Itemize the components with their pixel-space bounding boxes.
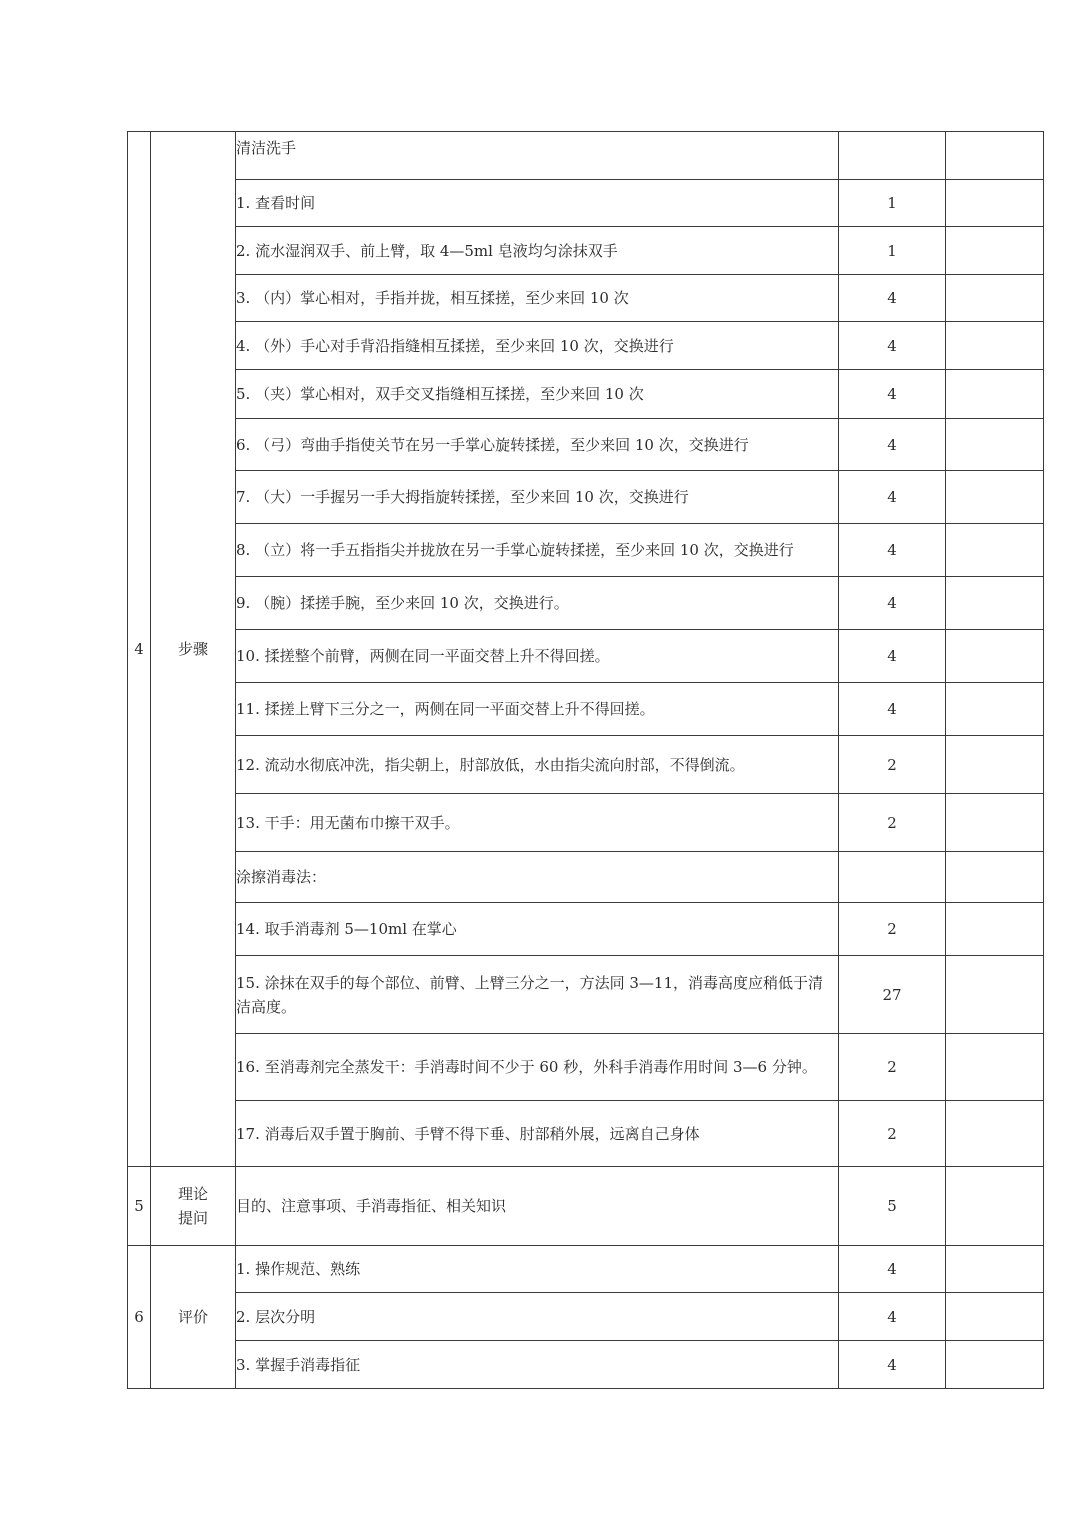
step-score: 2 <box>839 1034 946 1101</box>
step-score: 4 <box>839 471 946 524</box>
deduction-cell <box>946 577 1044 630</box>
deduction-cell <box>946 852 1044 903</box>
deduction-cell <box>946 1246 1044 1293</box>
step-content: 16. 至消毒剂完全蒸发干：手消毒时间不少于 60 秒，外科手消毒作用时间 3—6 分钟。 <box>236 1034 839 1101</box>
deduction-cell <box>946 1341 1044 1389</box>
step-score <box>839 132 946 180</box>
deduction-cell <box>946 956 1044 1034</box>
step-content: 清洁洗手 <box>236 132 839 180</box>
step-content: 12. 流动水彻底冲洗，指尖朝上，肘部放低，水由指尖流向肘部，不得倒流。 <box>236 736 839 794</box>
table-row <box>128 1293 1044 1341</box>
step-content: 13. 干手：用无菌布巾擦干双手。 <box>236 794 839 852</box>
table-row <box>128 524 1044 577</box>
section-category <box>151 1246 236 1389</box>
step-score: 4 <box>839 370 946 419</box>
step-content: 2. 层次分明 <box>236 1293 839 1341</box>
deduction-cell <box>946 736 1044 794</box>
table-row <box>128 322 1044 370</box>
step-content: 涂擦消毒法： <box>236 852 839 903</box>
step-content: 5. （夹）掌心相对，双手交叉指缝相互揉搓，至少来回 10 次 <box>236 370 839 419</box>
step-content: 14. 取手消毒剂 5—10ml 在掌心 <box>236 903 839 956</box>
table-row <box>128 852 1044 903</box>
table-row <box>128 956 1044 1034</box>
deduction-cell <box>946 630 1044 683</box>
table-body <box>128 132 1044 1389</box>
step-score: 2 <box>839 1101 946 1167</box>
step-score: 4 <box>839 1293 946 1341</box>
table-row <box>128 132 1044 180</box>
deduction-cell <box>946 1034 1044 1101</box>
table-row <box>128 1167 1044 1246</box>
step-score: 4 <box>839 524 946 577</box>
step-score: 4 <box>839 577 946 630</box>
table-row <box>128 227 1044 275</box>
step-content: 1. 操作规范、熟练 <box>236 1246 839 1293</box>
deduction-cell <box>946 903 1044 956</box>
step-score: 1 <box>839 227 946 275</box>
step-score: 4 <box>839 1246 946 1293</box>
table-row <box>128 630 1044 683</box>
step-content: 9. （腕）揉搓手腕，至少来回 10 次，交换进行。 <box>236 577 839 630</box>
table-row <box>128 794 1044 852</box>
table-row <box>128 370 1044 419</box>
step-score: 5 <box>839 1167 946 1246</box>
step-content: 7. （大）一手握另一手大拇指旋转揉搓，至少来回 10 次，交换进行 <box>236 471 839 524</box>
step-score: 27 <box>839 956 946 1034</box>
hand-hygiene-score-table <box>127 131 1044 1389</box>
table-row <box>128 903 1044 956</box>
step-content: 17. 消毒后双手置于胸前、手臂不得下垂、肘部稍外展，远离自己身体 <box>236 1101 839 1167</box>
table-row <box>128 275 1044 322</box>
deduction-cell <box>946 180 1044 227</box>
deduction-cell <box>946 794 1044 852</box>
step-content: 10. 揉搓整个前臂，两侧在同一平面交替上升不得回搓。 <box>236 630 839 683</box>
step-content: 8. （立）将一手五指指尖并拢放在另一手掌心旋转揉搓，至少来回 10 次，交换进行 <box>236 524 839 577</box>
step-score: 4 <box>839 1341 946 1389</box>
step-score: 4 <box>839 683 946 736</box>
table-row <box>128 419 1044 471</box>
step-score: 1 <box>839 180 946 227</box>
table-row <box>128 736 1044 794</box>
section-number: 5 <box>128 1167 151 1246</box>
section-category-label: 步骤 <box>177 640 208 658</box>
step-content: 目的、注意事项、手消毒指征、相关知识 <box>236 1167 839 1246</box>
section-category-label: 理论 提问 <box>177 1185 208 1227</box>
deduction-cell <box>946 1293 1044 1341</box>
deduction-cell <box>946 524 1044 577</box>
deduction-cell <box>946 227 1044 275</box>
step-content: 4. （外）手心对手背沿指缝相互揉搓，至少来回 10 次，交换进行 <box>236 322 839 370</box>
table-row <box>128 180 1044 227</box>
table-row <box>128 471 1044 524</box>
step-score: 4 <box>839 630 946 683</box>
step-content: 6. （弓）弯曲手指使关节在另一手掌心旋转揉搓，至少来回 10 次，交换进行 <box>236 419 839 471</box>
deduction-cell <box>946 275 1044 322</box>
section-category <box>151 1167 236 1246</box>
table-row <box>128 1246 1044 1293</box>
step-score: 2 <box>839 903 946 956</box>
step-score <box>839 852 946 903</box>
deduction-cell <box>946 322 1044 370</box>
deduction-cell <box>946 370 1044 419</box>
step-score: 4 <box>839 419 946 471</box>
deduction-cell <box>946 1101 1044 1167</box>
step-score: 2 <box>839 794 946 852</box>
deduction-cell <box>946 1167 1044 1246</box>
deduction-cell <box>946 132 1044 180</box>
deduction-cell <box>946 419 1044 471</box>
table-row <box>128 683 1044 736</box>
step-content: 1. 查看时间 <box>236 180 839 227</box>
step-content: 3. 掌握手消毒指征 <box>236 1341 839 1389</box>
step-score: 4 <box>839 322 946 370</box>
step-score: 2 <box>839 736 946 794</box>
section-category-label: 评价 <box>177 1308 208 1326</box>
step-content: 2. 流水湿润双手、前上臂，取 4—5ml 皂液均匀涂抹双手 <box>236 227 839 275</box>
section-category <box>151 132 236 1167</box>
deduction-cell <box>946 471 1044 524</box>
section-number: 6 <box>128 1246 151 1389</box>
step-content: 11. 揉搓上臂下三分之一，两侧在同一平面交替上升不得回搓。 <box>236 683 839 736</box>
table-row <box>128 1101 1044 1167</box>
table-row <box>128 1341 1044 1389</box>
step-score: 4 <box>839 275 946 322</box>
step-content: 15. 涂抹在双手的每个部位、前臂、上臂三分之一，方法同 3—11，消毒高度应稍低于清洁高度。 <box>236 956 839 1034</box>
table-row <box>128 577 1044 630</box>
section-number: 4 <box>128 132 151 1167</box>
table-row <box>128 1034 1044 1101</box>
deduction-cell <box>946 683 1044 736</box>
step-content: 3. （内）掌心相对，手指并拢，相互揉搓，至少来回 10 次 <box>236 275 839 322</box>
